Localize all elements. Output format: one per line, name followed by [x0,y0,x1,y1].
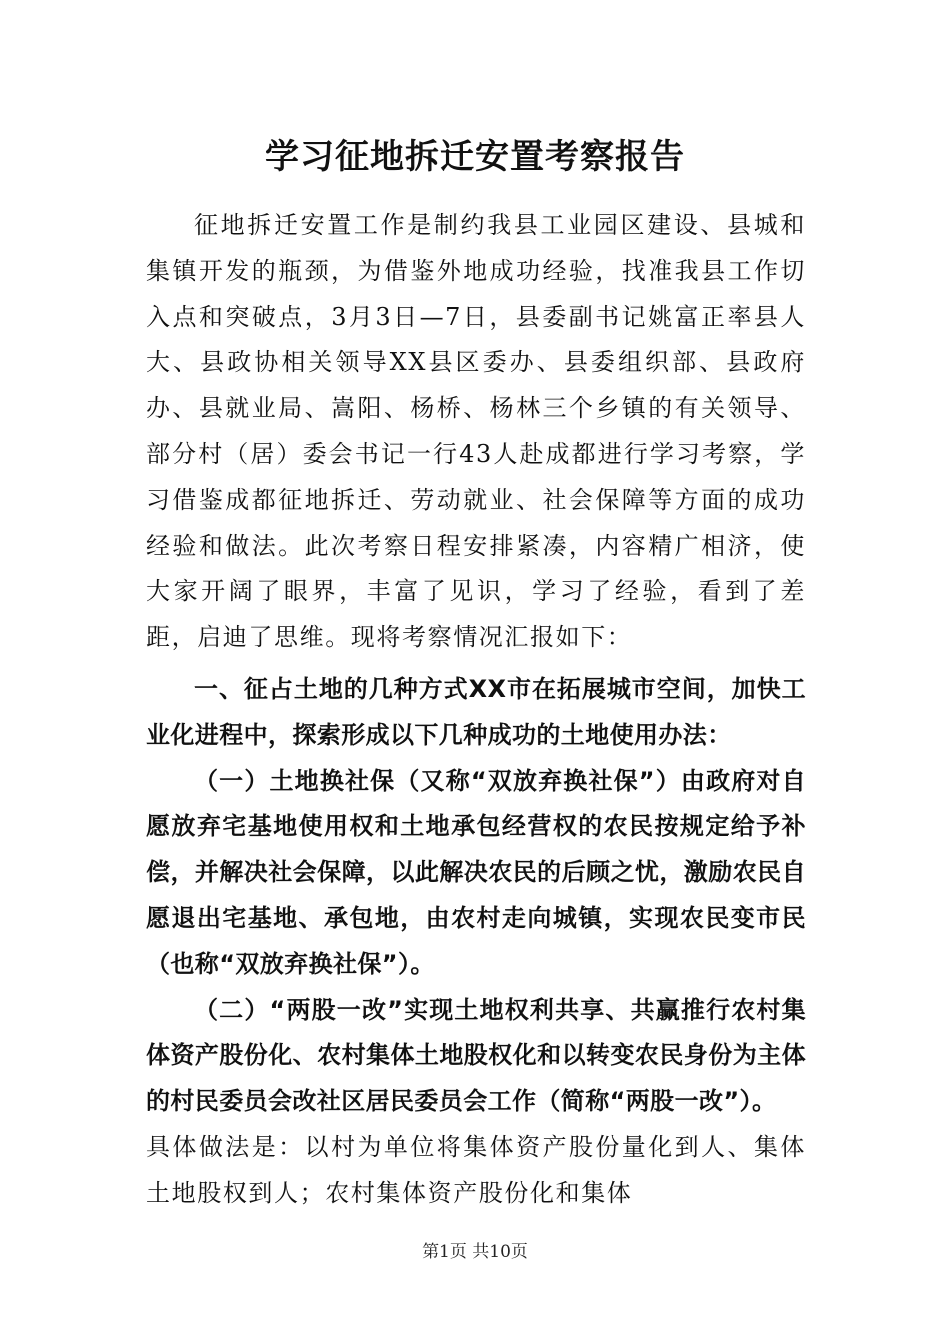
subsection-2-paragraph: （二）“两股一改”实现土地权利共享、共赢推行农村集体资产股份化、农村集体土地股权化和以转变农民身份为主体的村民委员会改社区居民委员会工作（简称“两股一改”）。 [146,995,806,1116]
page-number-footer: 第1页 共10页 [422,1242,528,1262]
subsection-1-paragraph: （一）土地换社保（又称“双放弃换社保”）由政府对自愿放弃宅基地使用权和土地承包经营权的农民按规定给予补偿，并解决社会保障，以此解决农民的后顾之忧，激励农民自愿退出宅基地、承包地，由农村走向城镇，实现农民变市民（也称“双放弃换社保”）。 [146,766,806,978]
intro-paragraph: 征地拆迁安置工作是制约我县工业园区建设、县城和集镇开发的瓶颈，为借鉴外地成功经验，找准我县工作切入点和突破点，3月3日—7日，县委副书记姚富正率县人大、县政协相关领导XX县区委办、县委组织部、县政府办、县就业局、嵩阳、杨桥、杨林三个乡镇的有关领导、部分村（居）委会书记一行43人赴成都进行学习考察，学习借鉴成都征地拆迁、劳动就业、社会保障等方面的成功经验和做法。此次考察日程安排紧凑，内容精广相济，使大家开阔了眼界，丰富了见识，学习了经验，看到了差距，启迪了思维。现将考察情况汇报如下： [146,211,806,652]
document-body [146,203,806,1217]
document-title: 学习征地拆迁安置考察报告 [265,137,685,177]
section-heading-paragraph: 一、征占土地的几种方式XX市在拓展城市空间，加快工业化进程中，探索形成以下几种成功的土地使用办法： [146,674,806,749]
practice-paragraph: 具体做法是：以村为单位将集体资产股份量化到人、集体土地股权到人；农村集体资产股份化和集体 [146,1132,806,1207]
